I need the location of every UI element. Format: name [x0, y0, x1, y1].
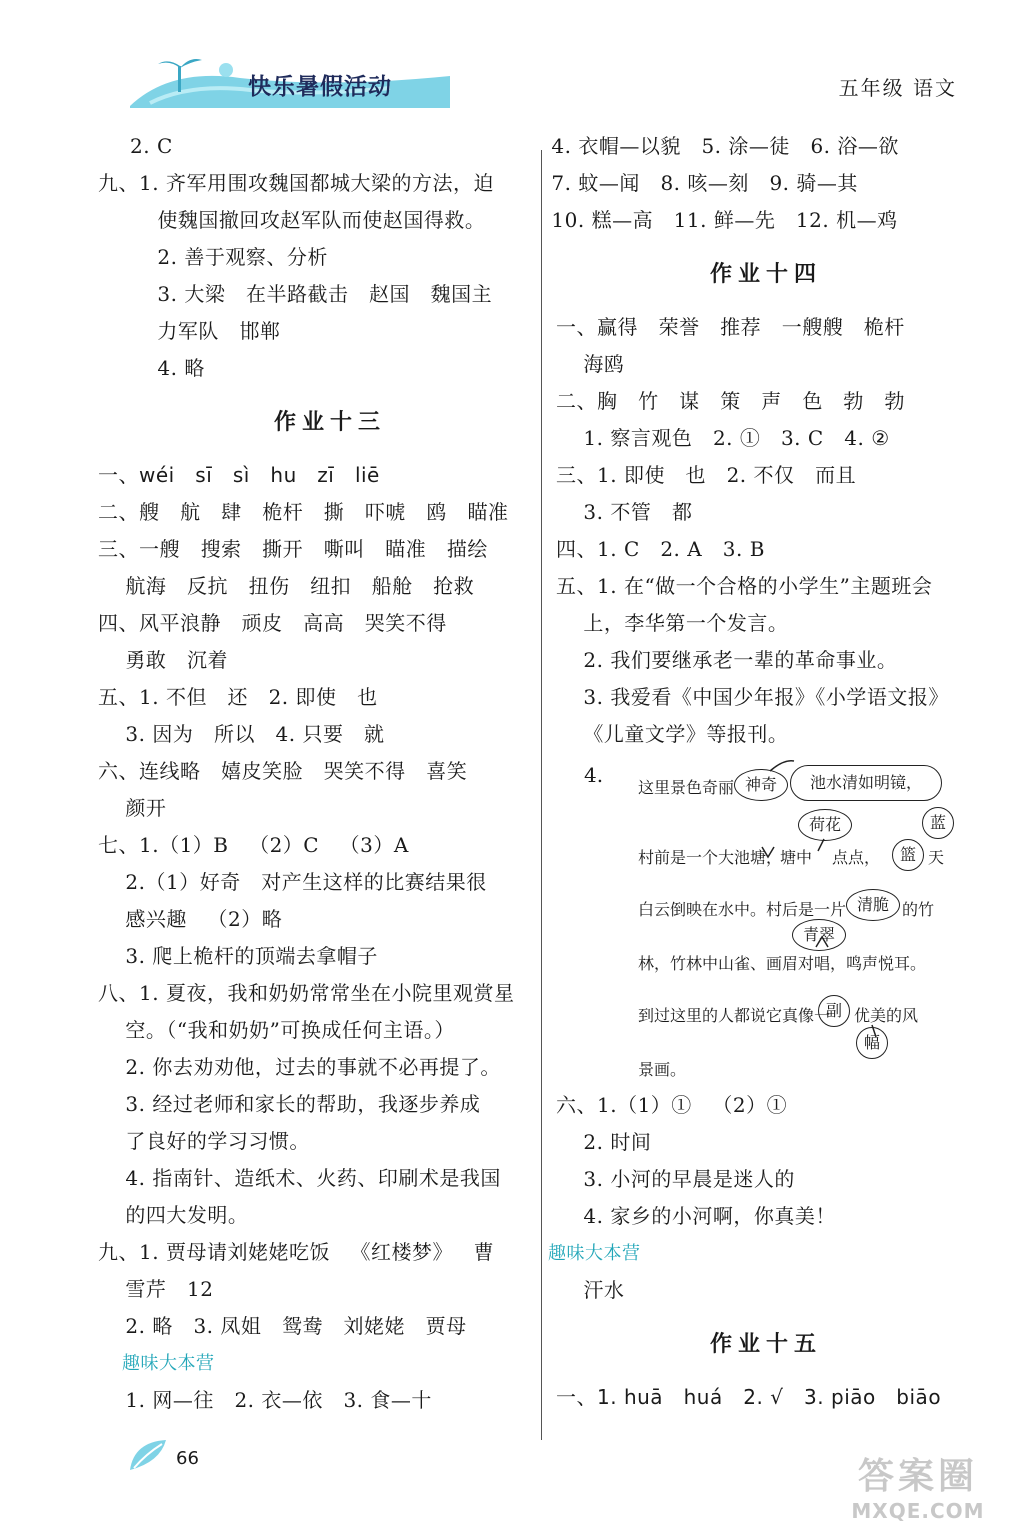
answer-line: 7. 蚊—闻 8. 咳—刻 9. 骑—其	[524, 171, 858, 195]
diagram-circled-word: 青翠	[792, 919, 846, 951]
answer-line: 上，李华第一个发言。	[556, 611, 789, 635]
answer-line: 4. 衣帽—以貌 5. 涂—徒 6. 浴—欲	[524, 134, 899, 158]
answer-line: 2. 略 3. 凤姐 鸳鸯 刘姥姥 贾母	[98, 1314, 467, 1338]
answer-line: 四、风平浪静 顽皮 高高 哭笑不得	[98, 611, 447, 635]
answer-line: 2. C	[130, 134, 173, 158]
diagram-circled-word: 神奇	[734, 769, 788, 801]
answer-line: 了良好的学习习惯。	[98, 1129, 310, 1153]
answer-line: 七、1.（1）B （2）C （3）A	[98, 833, 409, 857]
answer-line: 使魏国撤回攻赵军队而使赵国得救。	[130, 208, 486, 232]
leaf-decoration-icon	[126, 1436, 182, 1476]
watermark-logo-text: 答案圈	[857, 1456, 978, 1497]
answer-line: 3. 我爱看《中国少年报》《小学语文报》	[556, 685, 949, 709]
diagram-circled-word: 蓝	[922, 807, 954, 839]
diagram-circled-word: 副	[818, 995, 850, 1027]
answer-line: 3. 因为 所以 4. 只要 就	[98, 722, 385, 746]
left-column	[98, 128, 530, 1419]
diagram-correction-marks	[556, 757, 976, 1087]
diagram-text: 天	[928, 848, 945, 867]
answer-line: 四、1. C 2. A 3. B	[556, 537, 765, 561]
answer-line: 2. 你去劝劝他，过去的事就不必再提了。	[98, 1055, 501, 1079]
answer-line: 五、1. 在“做一个合格的小学生”主题班会	[556, 574, 933, 598]
diagram-text: 村前是一个大池塘，	[638, 848, 783, 867]
diagram-circled-word: 幅	[856, 1027, 888, 1059]
section-heading-14: 作业十四	[709, 261, 822, 287]
diagram-text: 塘中	[780, 848, 813, 867]
answer-line: 《儿童文学》等报刊。	[556, 722, 789, 746]
diagram-circled-word: 清脆	[846, 889, 900, 921]
answer-line: 六、1.（1）① （2）①	[556, 1093, 788, 1117]
answer-line: 二、艘 航 肆 桅杆 撕 吓唬 鸥 瞄准	[98, 500, 509, 524]
answer-line: 雪芹 12	[98, 1277, 214, 1301]
answer-line: 3. 大梁 在半路截击 赵国 魏国主	[130, 282, 493, 306]
section-heading-13: 作业十三	[273, 409, 386, 435]
answer-line: 空。（“我和奶奶”可换成任何主语。）	[98, 1018, 455, 1042]
grade-subject: 五年级 语文	[838, 76, 957, 100]
diagram-text: 优美的风	[854, 1006, 919, 1025]
answer-line: 颜开	[98, 796, 167, 820]
right-column	[524, 128, 976, 1416]
answer-line: 五、1. 不但 还 2. 即使 也	[98, 685, 378, 709]
answer-line: 一、wéi sī sì hu zī liē	[98, 463, 380, 487]
answer-line: 2. 善于观察、分析	[130, 245, 328, 269]
answer-line: 2. 时间	[556, 1130, 652, 1154]
answer-line: 3. 经过老师和家长的帮助，我逐步养成	[98, 1092, 481, 1116]
diagram-text: 这里景色奇丽	[638, 778, 735, 797]
answer-line: 4. 家乡的小河啊，你真美！	[556, 1204, 836, 1228]
diagram-text: 林，竹林中山雀、画眉对唱，鸣声悦耳。	[638, 954, 927, 973]
diagram-text: 白云倒映在水中。村后是一片	[638, 900, 847, 919]
diagram-circled-word: 池水清如明镜，	[790, 765, 942, 801]
correction-diagram	[556, 757, 976, 1087]
diagram-circled-word: 篮	[892, 839, 924, 871]
answer-line: 三、一艘 搜索 撕开 嘶叫 瞄准 描绘	[98, 537, 488, 561]
answer-line: 汗水	[556, 1278, 625, 1302]
answer-line: 10. 糕—高 11. 鲜—先 12. 机—鸡	[524, 208, 898, 232]
answer-line: 勇敢 沉着	[98, 648, 229, 672]
diagram-circled-word: 荷花	[798, 809, 852, 841]
answer-line: 3. 爬上桅杆的顶端去拿帽子	[98, 944, 378, 968]
answer-line: 三、1. 即使 也 2. 不仅 而且	[556, 463, 857, 487]
fun-section-label: 趣味大本营	[122, 1353, 215, 1374]
answer-line: 一、1. huā huá 2. √ 3. piāo biāo	[556, 1385, 942, 1409]
answer-line: 九、1. 齐军用围攻魏国都城大梁的方法，迫	[98, 171, 494, 195]
answer-line: 3. 不管 都	[556, 500, 693, 524]
answer-line: 八、1. 夏夜，我和奶奶常常坐在小院里观赏星	[98, 981, 515, 1005]
answer-line: 航海 反抗 扭伤 纽扣 船舱 抢救	[98, 574, 475, 598]
answer-line: 3. 小河的早晨是迷人的	[556, 1167, 795, 1191]
answer-line: 2. 我们要继承老一辈的革命事业。	[556, 648, 898, 672]
sun-icon	[219, 63, 233, 77]
page-number: 66	[176, 1448, 199, 1469]
diagram-text: 到过这里的人都说它真像一	[638, 1006, 831, 1025]
answer-line: 九、1. 贾母请刘姥姥吃饭 《红楼梦》 曹	[98, 1240, 495, 1264]
answer-line: 六、连线略 嬉皮笑脸 哭笑不得 喜笑	[98, 759, 468, 783]
fun-section-label: 趣味大本营	[548, 1243, 641, 1264]
answer-line: 1. 网—往 2. 衣—依 3. 食—十	[98, 1388, 432, 1412]
diagram-number: 4.	[584, 763, 604, 787]
answer-line: 二、胸 竹 谋 策 声 色 勃 勃	[556, 389, 906, 413]
answer-line: 2.（1）好奇 对产生这样的比赛结果很	[98, 870, 487, 894]
column-divider	[541, 150, 542, 1440]
answer-line: 4. 指南针、造纸术、火药、印刷术是我国	[98, 1166, 501, 1190]
answer-line: 力军队 邯郸	[130, 319, 281, 343]
header-title: 快乐暑假活动	[248, 74, 392, 100]
watermark-url: MXQE.COM	[851, 1499, 985, 1523]
answer-line: 的四大发明。	[98, 1203, 249, 1227]
answer-line: 感兴趣 （2）略	[98, 907, 283, 931]
watermark	[833, 1448, 1003, 1528]
section-heading-15: 作业十五	[709, 1331, 822, 1357]
answer-line: 1. 察言观色 2. ① 3. C 4. ②	[556, 426, 890, 450]
diagram-text: 景画。	[638, 1060, 687, 1079]
answer-line: 4. 略	[130, 356, 205, 380]
answer-line: 海鸥	[556, 352, 625, 376]
diagram-text: 的竹	[902, 900, 935, 919]
diagram-text: 点点，	[832, 848, 881, 867]
answer-line: 一、赢得 荣誉 推荐 一艘艘 桅杆	[556, 315, 905, 339]
